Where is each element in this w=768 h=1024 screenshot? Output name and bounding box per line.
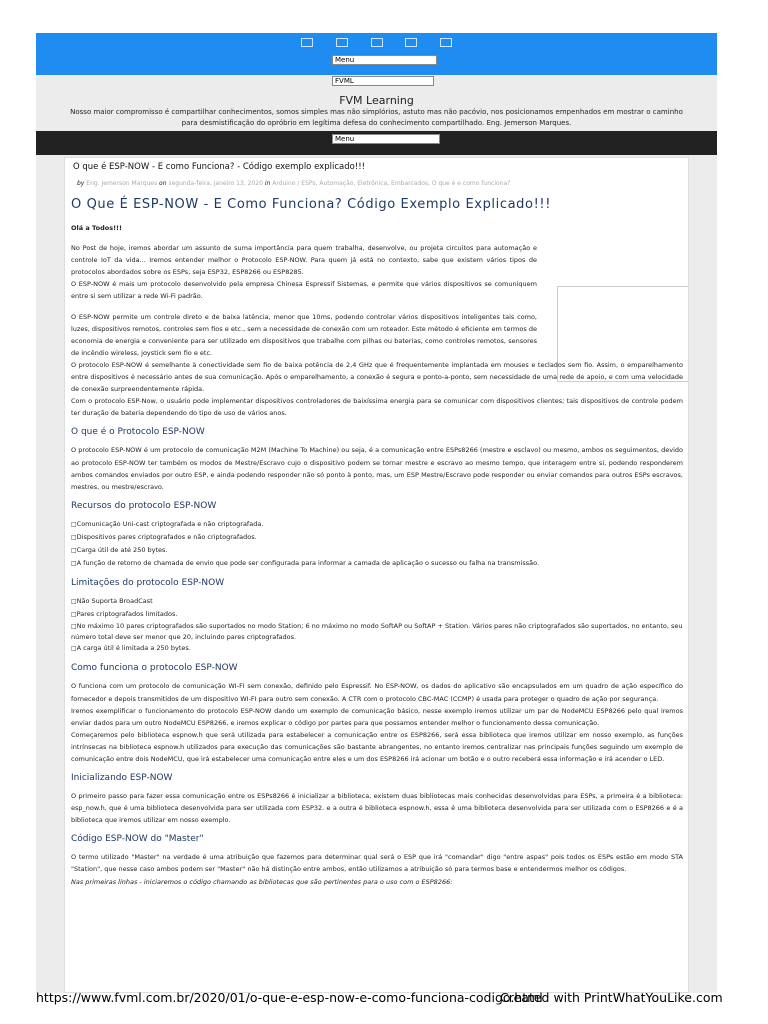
footer-url[interactable]: https://www.fvml.com.br/2020/01/o-que-e-esp-now-e-como-funciona-codigo.html: [36, 990, 543, 1005]
paragraph: Com o protocolo ESP-Now, o usuário pode implementar dispositivos controladores de baixíssima energia para se comunicar com dispositivos clientes; tais dispositivos de controle podem ter duração de bateria dependendo do tipo de uso de vários anos.: [71, 397, 683, 418]
greeting: Olá a Todos!!!: [71, 224, 122, 232]
section-heading: Código ESP-NOW do "Master": [71, 834, 204, 845]
footer-credit[interactable]: Created with PrintWhatYouLike.com: [500, 990, 723, 1005]
twitter-icon[interactable]: [336, 38, 348, 47]
paragraph: Começaremos pelo biblioteca espnow.h que será utilizada para estabelecer a comunicação entre os ESP8266, será essa biblioteca que iremos utilizar em nosso exemplo, as funções intrínsecas na biblioteca espnow.h utilizados para execução das comunicações são bastante abrangentes, no entanto iremos centralizar nas principais funções seguindo um exemplo de comunicação entre dois NodeMCU, que irá estabelecer uma comunicação entre eles e um dos ESP8266 irá acionar um botão e o outro receberá essa informação e irá acender o LED.: [71, 730, 683, 763]
section-heading: Limitações do protocolo ESP-NOW: [71, 578, 225, 589]
meta-tags[interactable]: Arduino / ESPs, Automação, Eletrônica, Embarcados, O que é e como funciona?: [272, 180, 511, 187]
facebook-icon[interactable]: [301, 38, 313, 47]
meta-author[interactable]: Eng. Jemerson Marques: [86, 180, 158, 187]
paragraph: O ESP-NOW permite um controle direto e de baixa latência, menor que 10ms, podendo controlar vários dispositivos inteligentes tais como, luzes, dispositivos remotos, controles sem fios e etc., sem a necessidade de conexão com um roteador. Este método é eficiente em termos de economia de energia e conveniente para ser utilizado em dispositivos que trabalhe com pilhas ou baterias, como controles remotos, sensores de incêndio wireless, joystick sem fio e etc.: [71, 312, 537, 357]
post-meta: [77, 180, 510, 187]
meta-in-label: in: [264, 180, 271, 187]
list-item: □ A carga útil é limitada a 250 bytes.: [71, 642, 683, 655]
paragraph: O ESP-NOW é mais um protocolo desenvolvido pela empresa Chinesa Espressif Sistemas, e permite que vários dispositivos se comuniquem entre si sem utilizar a rede Wi-Fi padrão.: [71, 280, 537, 301]
paragraph: O primeiro passo para fazer essa comunicação entre os ESPs8266 é inicializar a biblioteca, existem duas bibliotecas mais conhecidas desenvolvidas para ESPs, a primeira é a biblioteca: esp_now.h, que é uma biblioteca desenvolvida para ser utilizada com ESP32. e a outra é biblioteca espnow.h, essa é uma biblioteca desenvolvida para ser utilizada com o ESP8266 e é a biblioteca que iremos utilizar em nosso exemplo.: [71, 792, 683, 825]
list-item: □ Não Suporta BroadCast: [71, 595, 683, 608]
post-header[interactable]: O que é ESP-NOW - E como Funciona? - Código exemplo explicado!!!: [73, 162, 366, 172]
main-menu-select[interactable]: Menu: [332, 134, 440, 144]
meta-date: segunda-feira, janeiro 13, 2020: [168, 180, 263, 187]
paragraph: O protocolo ESP-NOW é um protocolo de comunicação M2M (Machine To Machine) ou seja, é a comunicação entre ESPs8266 (mestre e esclavo) ou mesmo, ambos os seguimentos, devido ao protocolo ESP-NOW ter também os modos de Mestre/Escravo cujo o dispositivo podem se tornar mestre e escravo ao mesmo tempo, que interagem entre si, podendo responderem ambos comandos enviados por outro ESP, e ainda podendo responder não só ponto à ponto, mas, um ESP Mestre/Escravo pode responder ou enviar comandos para outros ESPs escravos, mestres, ou mestre/escravo.: [71, 446, 683, 491]
instagram-icon[interactable]: [371, 38, 383, 47]
section-heading: Como funciona o protocolo ESP-NOW: [71, 663, 238, 674]
article-content: [71, 222, 683, 888]
paragraph: O funciona com um protocolo de comunicação WI-FI sem conexão, definido pelo Espressif. No ESP-NOW, os dados do aplicativo são encapsulados em um quadro de ação específico do fornecedor e depois transmitidos de um dispositivo WI-FI para outro sem conexão. A CTR com o protocolo CBC-MAC (CCMP) é usada para proteger o quadro de ação por segurança.: [71, 682, 683, 703]
site-title[interactable]: FVM Learning: [339, 94, 414, 107]
list-item: □ Carga útil de até 250 bytes.: [71, 544, 683, 557]
youtube-icon[interactable]: [405, 38, 417, 47]
article: [64, 157, 689, 993]
paragraph: O protocolo ESP-NOW é semelhante à conectividade sem fio de baixa potência de 2,4 GHz que é frequentemente implantada em mouses e teclados sem fio. Assim, o emparelhamento entre dispositivos é necessário antes de sua comunicação. Após o emparelhamento, a conexão é segura e ponto-a-ponto, sem necessidade de uma rede de apoio, e com uma velocidade de conexão surpreendentemente rápida.: [71, 360, 683, 394]
top-navbar: [36, 33, 717, 75]
list-item: □ No máximo 10 pares criptografados são suportados no modo Station; 6 no máximo no modo SoftAP ou SoftAP + Station. Vários pares não criptografados são suportados, no entanto, seu número total deve ser menor que 20, incluindo pares criptografados.: [71, 621, 683, 642]
social-icons: [36, 38, 717, 49]
page-container: [36, 33, 717, 993]
meta-by-label: by: [77, 180, 85, 187]
top-menu-select[interactable]: Menu: [332, 55, 437, 65]
paragraph: Nas primeiras linhas - iniciaremos o código chamando as bibliotecas que são pertinentes para o uso com o ESP8266:: [71, 877, 453, 886]
list-item: □ Pares criptografados limitados.: [71, 608, 683, 621]
meta-on-label: on: [159, 180, 167, 187]
main-navbar: [36, 131, 717, 155]
brand-select[interactable]: FVML: [332, 76, 434, 86]
section-heading: Inicializando ESP-NOW: [71, 773, 173, 784]
site-tagline: Nosso maior compromisso é compartilhar conhecimentos, somos simples mas não simplórios, astuto mas não pacóvio, nos posicionamos empenhados em mostrar o caminho para desmistificação do opróbrio em legítima defesa do conhecimento compartilhado. Eng. Jemerson Marques.: [70, 108, 683, 127]
section-heading: O que é o Protocolo ESP-NOW: [71, 427, 205, 438]
paragraph: Iremos exemplificar o funcionamento do protocolo ESP-NOW dando um exemplo de comunicação básico, nesse exemplo iremos utilizar um par de NodeMCU ESP8266 pelo qual iremos enviar dados para um outro NodeMCU ESP8266, e iremos explicar o código por partes para que possamos entender melhor o funcionamento dessa comunicação.: [71, 706, 683, 727]
post-title: O Que É ESP-NOW - E Como Funciona? Código Exemplo Explicado!!!: [71, 197, 551, 212]
paragraph: No Post de hoje, iremos abordar um assunto de suma importância para quem trabalha, desenvolve, ou projeta circuitos para automação e controle IoT da vida... Iremos entender melhor o Protocolo ESP-NOW. Para quem já está no contexto, sabe que existem vários tipos de protocolos abordados sobre os ESPs, seja ESP32, ESP8266 ou ESP8285.: [71, 244, 537, 277]
section-heading: Recursos do protocolo ESP-NOW: [71, 500, 217, 511]
list-item: □ A função de retorno de chamada de envio que pode ser configurada para informar a camada de aplicação o sucesso ou falha na transmissão.: [71, 557, 683, 570]
list-item: □ Comunicação Uni-cast criptografada e não criptografada.: [71, 518, 683, 531]
list-item: □ Dispositivos pares criptografados e não criptografados.: [71, 531, 683, 544]
paragraph: O termo utilizado "Master" na verdade é uma atribuição que fazemos para determinar qual será o ESP que irá "comandar" digo "entre aspas" pois todos os ESPs estão em modo STA "Station", que nesse caso ambos podem ser "Master" não há distinção entre ambos, então utilizamos a atribuição só para termos base e entendermos melhor os códigos.: [71, 853, 683, 874]
rss-icon[interactable]: [440, 38, 452, 47]
